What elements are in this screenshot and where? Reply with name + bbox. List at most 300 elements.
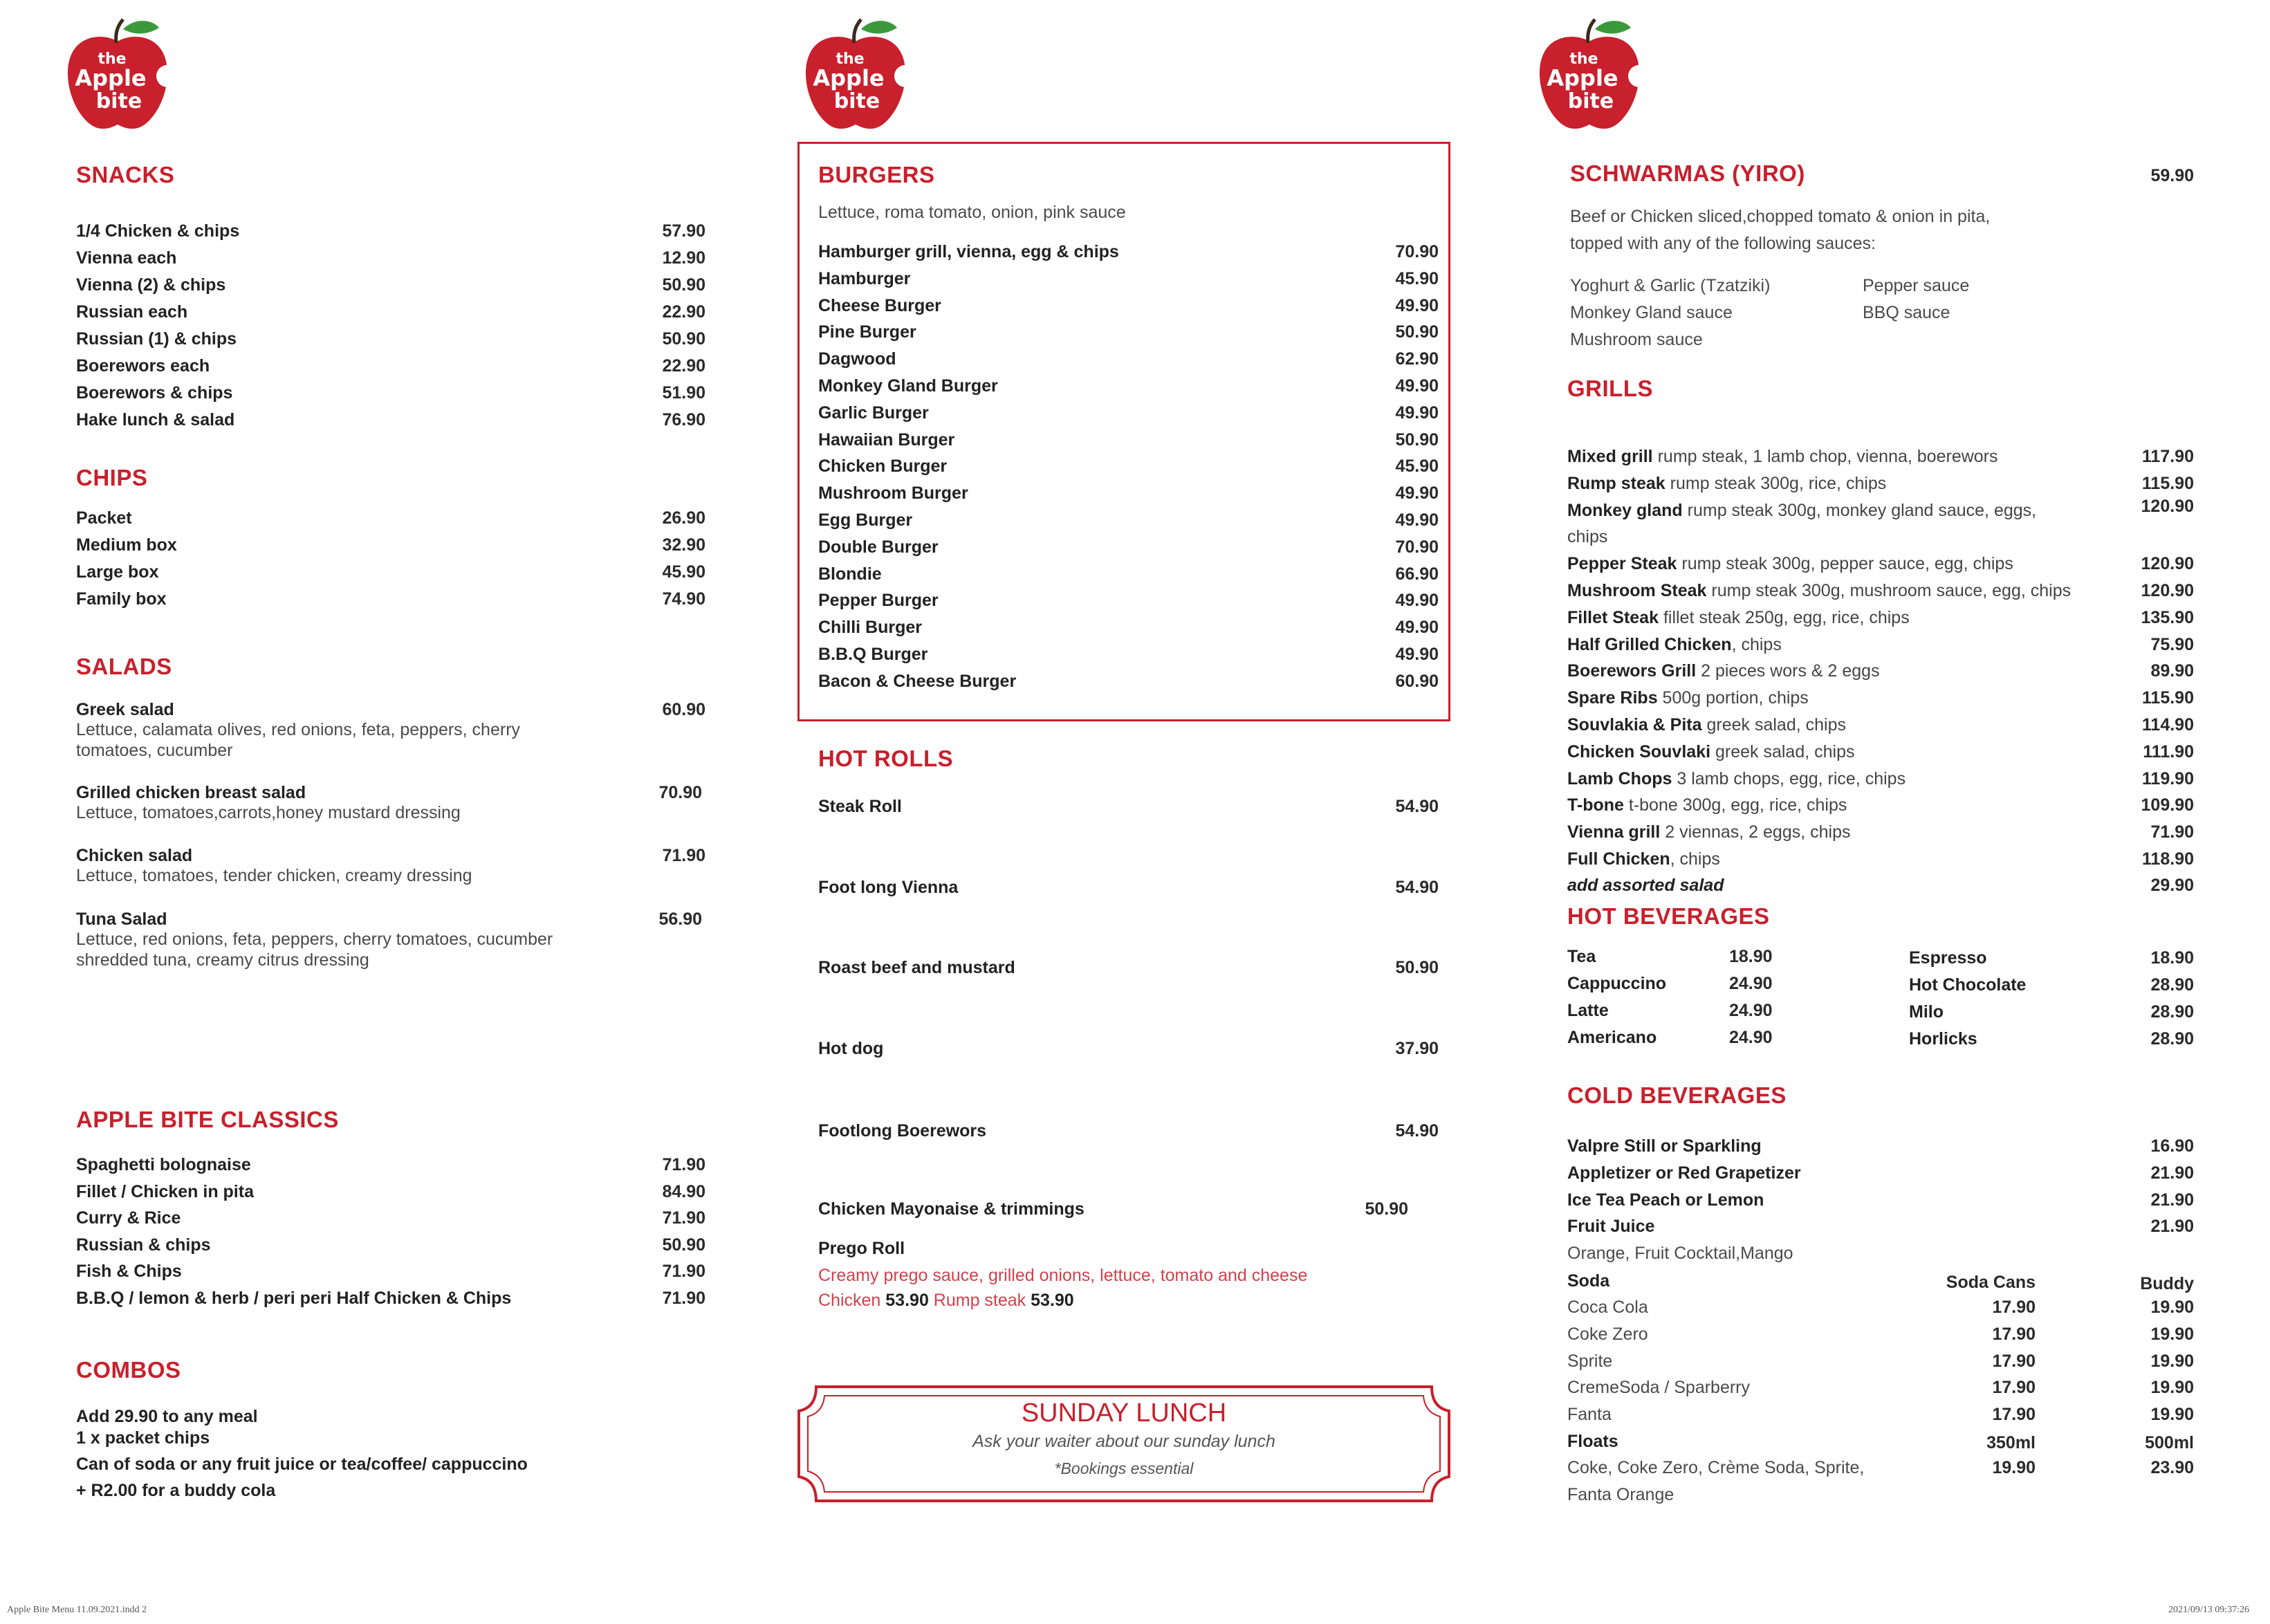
chips-item-name-text: Packet (76, 508, 132, 528)
cold-beverage-price: 21.90 (2150, 1190, 2194, 1210)
menu-column-middle (799, 0, 1452, 1624)
burger-item-name-text: Mushroom Burger (818, 483, 968, 504)
grill-item-name: Lamb Chops (1567, 768, 1672, 788)
prego-chicken-label: Chicken (818, 1291, 881, 1310)
burger-item-name-text: Hamburger (818, 268, 911, 288)
salad-item-price: 60.90 (662, 700, 705, 719)
snack-item-name (76, 219, 239, 243)
hot-beverage-name-text: Hot Chocolate (1909, 975, 2027, 995)
hot-beverage-name (1909, 1026, 1977, 1051)
soda-name: Fanta (1567, 1405, 1612, 1425)
hot-beverage-price: 24.90 (1729, 1001, 1773, 1020)
chips-item-name (76, 587, 167, 611)
grill-item-name: Rump steak (1567, 473, 1665, 493)
hot-beverage-name (1909, 972, 2026, 997)
classic-item-name (76, 1233, 211, 1257)
burger-item-price: 50.90 (1395, 430, 1439, 450)
burger-item-name (818, 400, 929, 425)
soda-name: CremeSoda / Sparberry (1567, 1378, 1751, 1398)
classic-item-name-text: B.B.Q / lemon & herb / peri peri Half Chicken & Chips (76, 1288, 512, 1308)
burger-item-name (818, 347, 896, 371)
snack-item-name (76, 407, 234, 432)
grill-item-desc: , chips (1670, 849, 1720, 869)
classic-item-name (76, 1259, 182, 1284)
burger-item-name-text: Double Burger (818, 537, 939, 557)
logo-text-bite: bite (1567, 89, 1614, 113)
juice-flavours: Orange, Fruit Cocktail,Mango (1567, 1244, 1793, 1263)
hot-rolls-heading: HOT ROLLS (818, 746, 954, 771)
classic-item-name-text: Fish & Chips (76, 1262, 182, 1281)
soda-can-price: 17.90 (1992, 1298, 2036, 1317)
roll-item-price: 50.90 (1365, 1199, 1408, 1219)
chips-item-price: 45.90 (662, 562, 705, 582)
grill-item (1567, 578, 2071, 603)
schwarmas-desc-line2: topped with any of the following sauces: (1570, 234, 1876, 253)
hot-beverage-name-text: Tea (1567, 947, 1596, 966)
salad-item-price: 71.90 (662, 846, 705, 865)
grill-item-price: 115.90 (2141, 688, 2194, 708)
cold-beverage-name (1567, 1214, 1654, 1239)
burger-item-name (818, 615, 922, 640)
footer-timestamp: 2021/09/13 09:37:26 (2168, 1605, 2249, 1615)
snack-item-name (76, 353, 210, 378)
cold-beverage-price: 21.90 (2150, 1217, 2194, 1237)
grill-item (1567, 739, 1854, 764)
salads-heading: SALADS (76, 654, 172, 679)
snack-item-name-text: 1/4 Chicken & chips (76, 221, 240, 241)
grill-item-desc: rump steak 300g, rice, chips (1665, 473, 1887, 493)
add-salad-option (1567, 873, 1724, 898)
logo-text-apple: Apple (813, 65, 885, 91)
logo-text-bite: bite (833, 89, 880, 113)
logo-text-bite: bite (95, 89, 142, 113)
burger-item-price: 66.90 (1395, 564, 1439, 584)
snack-item-price: 76.90 (662, 410, 705, 430)
snack-item-name (76, 299, 187, 324)
cold-beverage-price: 21.90 (2150, 1163, 2194, 1183)
roll-item-name-text: Steak Roll (818, 797, 902, 816)
hot-beverage-price: 18.90 (1729, 947, 1773, 966)
floats-desc-line2: Fanta Orange (1567, 1485, 1674, 1504)
floats-500ml-header: 500ml (2145, 1433, 2194, 1452)
apple-bite-logo (55, 14, 180, 138)
cold-beverage-name-text: Appletizer or Red Grapetizer (1567, 1163, 1801, 1183)
grill-item-desc: 2 viennas, 2 eggs, chips (1660, 822, 1851, 842)
grill-item-desc: , chips (1731, 634, 1782, 654)
grill-item-desc: t-bone 300g, egg, rice, chips (1623, 795, 1847, 815)
snack-item-name-text: Russian each (76, 302, 188, 322)
salad-item-name-text: Chicken salad (76, 846, 193, 865)
snack-item-name-text: Boerewors & chips (76, 383, 233, 403)
hot-beverages-heading: HOT BEVERAGES (1567, 903, 1770, 929)
logo-text-apple: Apple (75, 65, 147, 91)
salad-item-name (76, 907, 167, 932)
roll-item-name (818, 1118, 986, 1143)
salad-item-desc-line1: Lettuce, calamata olives, red onions, feta, peppers, cherry (76, 720, 521, 739)
hot-beverage-name (1909, 945, 1987, 970)
hot-beverage-price: 28.90 (2150, 975, 2194, 995)
chips-item-price: 26.90 (662, 508, 705, 528)
grill-item (1567, 685, 1809, 710)
floats-label-text: Floats (1567, 1432, 1618, 1451)
soda-can-price: 17.90 (1992, 1405, 2036, 1425)
grill-item-desc: rump steak 300g, pepper sauce, egg, chips (1677, 554, 2013, 574)
classic-item-price: 71.90 (662, 1262, 705, 1281)
chips-item-name-text: Large box (76, 562, 159, 582)
chips-item-price: 74.90 (662, 589, 705, 609)
grill-item-price: 120.90 (2141, 581, 2194, 600)
snack-item-price: 51.90 (662, 383, 705, 403)
grill-item-name: Chicken Souvlaki (1567, 741, 1711, 762)
cold-beverage-name-text: Valpre Still or Sparkling (1567, 1136, 1762, 1156)
burger-item-name (818, 427, 954, 452)
floats-desc-line1: Coke, Coke Zero, Crème Soda, Sprite, (1567, 1458, 1865, 1477)
grill-item (1567, 847, 1720, 871)
burger-item-price: 45.90 (1395, 456, 1439, 477)
grill-item (1567, 471, 1886, 496)
grill-item-price: 115.90 (2141, 473, 2194, 493)
hot-beverage-price: 28.90 (2150, 1002, 2194, 1022)
burgers-description: Lettuce, roma tomato, onion, pink sauce (818, 203, 1126, 222)
grill-item (1567, 766, 1905, 791)
soda-can-price: 17.90 (1992, 1378, 2036, 1398)
roll-item-name-text: Hot dog (818, 1039, 884, 1058)
roll-item-name-text: Roast beef and mustard (818, 958, 1015, 977)
sauce-option: Pepper sauce (1863, 276, 1970, 295)
schwarmas-price: 59.90 (2150, 166, 2194, 185)
burger-item-name-text: Hamburger grill, vienna, egg & chips (818, 242, 1119, 261)
burger-item-name-text: Pine Burger (818, 322, 916, 342)
grill-item-price: 120.90 (2141, 554, 2194, 574)
soda-can-price: 17.90 (1992, 1351, 2036, 1371)
soda-label-text: Soda (1567, 1271, 1610, 1291)
soda-buddy-price: 19.90 (2150, 1351, 2194, 1371)
roll-item-price: 54.90 (1395, 878, 1439, 897)
grill-item-price: 117.90 (2141, 447, 2194, 466)
burger-item-name (818, 588, 939, 613)
grill-item-name: Half Grilled Chicken (1567, 634, 1732, 654)
burger-item-price: 49.90 (1395, 645, 1439, 664)
cold-beverage-name-text: Fruit Juice (1567, 1217, 1655, 1237)
grill-item-name: Mixed grill (1567, 447, 1653, 466)
sunday-lunch-banner (795, 1383, 1452, 1504)
burger-item-name (818, 562, 882, 587)
grill-item-price: 135.90 (2141, 607, 2194, 627)
prego-rump-label: Rump steak (933, 1291, 1026, 1310)
prego-roll-name: Prego Roll (818, 1239, 905, 1258)
salad-item-name (76, 697, 174, 722)
classic-item-price: 71.90 (662, 1288, 705, 1308)
burger-item-name-text: Pepper Burger (818, 591, 939, 611)
burger-item-name-text: Hawaiian Burger (818, 430, 955, 450)
grill-item-name: Mushroom Steak (1567, 581, 1707, 600)
salad-item-desc-line1: Lettuce, tomatoes, tender chicken, creamy dressing (76, 866, 472, 885)
logo-text-apple: Apple (1547, 65, 1618, 91)
floats-350ml-price: 19.90 (1992, 1458, 2036, 1477)
burger-item-name-text: Cheese Burger (818, 295, 941, 315)
grill-item-desc: chips (1567, 527, 1608, 547)
sunday-lunch-line2: *Bookings essential (1054, 1459, 1194, 1477)
hot-beverage-name (1567, 944, 1596, 969)
hot-beverage-name-text: Latte (1567, 1001, 1609, 1020)
sauce-option: Yoghurt & Garlic (Tzatziki) (1570, 276, 1771, 295)
snack-item-name (76, 246, 176, 270)
burger-item-name (818, 481, 968, 506)
logo-text-the: the (836, 50, 865, 68)
classic-item-price: 71.90 (662, 1208, 705, 1228)
grill-item-name: T-bone (1567, 795, 1624, 815)
burger-item-name (818, 293, 941, 318)
burger-item-price: 49.90 (1395, 618, 1439, 638)
combo-line-text: Can of soda or any fruit juice or tea/coffee/ cappuccino (76, 1455, 528, 1474)
grill-item-desc: greek salad, chips (1710, 741, 1855, 762)
combos-heading: COMBOS (76, 1357, 181, 1383)
classic-item-name-text: Russian & chips (76, 1235, 211, 1255)
grill-item-price: 118.90 (2141, 849, 2194, 869)
classic-item-price: 50.90 (662, 1235, 705, 1255)
hot-beverage-price: 18.90 (2150, 948, 2194, 968)
roll-item-name-text: Foot long Vienna (818, 878, 959, 897)
hot-beverage-name-text: Americano (1567, 1028, 1657, 1047)
salad-item-name-text: Grilled chicken breast salad (76, 783, 306, 802)
menu-column-left (76, 0, 705, 1624)
sunday-lunch-line1: Ask your waiter about our sunday lunch (972, 1432, 1275, 1451)
roll-item-price: 50.90 (1395, 958, 1439, 977)
burger-item-name-text: Dagwood (818, 349, 896, 369)
burger-item-price: 49.90 (1395, 510, 1439, 530)
hot-beverage-name-text: Milo (1909, 1002, 1944, 1022)
classic-item-name (76, 1286, 511, 1311)
hot-beverage-name (1567, 1025, 1657, 1050)
roll-item-name-text: Chicken Mayonaise & trimmings (818, 1199, 1085, 1219)
snack-item-price: 12.90 (662, 248, 705, 268)
soda-name: Coke Zero (1567, 1324, 1648, 1344)
grill-item (1567, 551, 2013, 576)
burger-item-name-text: Egg Burger (818, 510, 913, 530)
combo-line (76, 1425, 210, 1450)
prego-chicken-price: 53.90 (885, 1291, 929, 1310)
grill-item-desc: rump steak, 1 lamb chop, vienna, boerewors (1652, 447, 1998, 466)
grill-item-price: 120.90 (2141, 496, 2194, 516)
salad-item-name-text: Greek salad (76, 700, 174, 719)
burger-item-price: 49.90 (1395, 295, 1439, 315)
burger-item-name (818, 266, 910, 291)
salad-item-price: 56.90 (658, 910, 702, 929)
grill-item-price: 119.90 (2141, 768, 2194, 788)
chips-item-name (76, 533, 177, 557)
roll-item-name (818, 794, 902, 819)
soda-cans-header: Soda Cans (1946, 1273, 2036, 1292)
grill-item-price: 114.90 (2141, 715, 2194, 735)
prego-roll-description: Creamy prego sauce, grilled onions, lettuce, tomato and cheese (818, 1266, 1308, 1285)
apple-logo-icon (55, 14, 180, 138)
grill-item-price: 89.90 (2150, 661, 2194, 681)
roll-item-name (818, 955, 1015, 980)
burgers-heading: BURGERS (818, 162, 935, 187)
burger-item-name (818, 508, 912, 533)
grill-item-name: Souvlakia & Pita (1567, 715, 1702, 735)
snack-item-price: 22.90 (662, 356, 705, 376)
soda-buddy-price: 19.90 (2150, 1378, 2194, 1398)
grill-item (1567, 524, 1607, 549)
grill-item (1567, 793, 1847, 818)
burger-item-name (818, 373, 998, 398)
combo-line (76, 1452, 528, 1477)
burger-item-name-text: Bacon & Cheese Burger (818, 671, 1017, 691)
burger-item-price: 60.90 (1395, 671, 1439, 691)
prego-roll-options (818, 1288, 1074, 1313)
burger-item-price: 49.90 (1395, 483, 1439, 504)
grill-item-name: Vienna grill (1567, 822, 1661, 842)
burger-item-name-text: B.B.Q Burger (818, 645, 928, 664)
hot-beverage-name-text: Cappuccino (1567, 974, 1667, 993)
salad-item-name (76, 843, 192, 868)
grill-item-name: Boerewors Grill (1567, 661, 1697, 681)
combo-line (76, 1478, 275, 1503)
burger-item-name-text: Chilli Burger (818, 618, 923, 638)
grill-item-desc: rump steak 300g, monkey gland sauce, eggs, (1682, 500, 2037, 520)
burger-item-price: 49.90 (1395, 403, 1439, 423)
classic-item-price: 71.90 (662, 1155, 705, 1174)
soda-label (1567, 1268, 1609, 1293)
snack-item-price: 57.90 (662, 221, 705, 241)
floats-500ml-price: 23.90 (2150, 1458, 2194, 1477)
classic-item-name-text: Fillet / Chicken in pita (76, 1181, 254, 1201)
hot-beverage-name-text: Horlicks (1909, 1029, 1977, 1049)
soda-name: Sprite (1567, 1351, 1613, 1371)
roll-item-name-text: Footlong Boerewors (818, 1121, 987, 1141)
logo-text-the: the (98, 50, 127, 68)
hot-beverage-name (1567, 971, 1666, 996)
snack-item-name-text: Russian (1) & chips (76, 329, 237, 349)
classic-item-name (76, 1152, 251, 1177)
grill-item (1567, 820, 1850, 845)
burger-item-price: 50.90 (1395, 322, 1439, 342)
cold-beverage-name-text: Ice Tea Peach or Lemon (1567, 1190, 1764, 1210)
schwarmas-desc-line1: Beef or Chicken sliced,chopped tomato & onion in pita, (1570, 207, 1991, 226)
cold-beverage-name (1567, 1188, 1764, 1212)
snack-item-price: 50.90 (662, 275, 705, 295)
grill-item-price: 111.90 (2143, 741, 2194, 762)
burger-item-name-text: Garlic Burger (818, 403, 929, 423)
snack-item-price: 50.90 (662, 329, 705, 349)
cold-beverage-price: 16.90 (2150, 1136, 2194, 1156)
burger-item-name (818, 320, 916, 344)
grill-item-price: 109.90 (2141, 795, 2194, 815)
cold-beverage-name (1567, 1134, 1762, 1159)
burger-item-price: 49.90 (1395, 376, 1439, 396)
grill-item-desc: fillet steak 250g, egg, rice, chips (1659, 607, 1910, 627)
burger-item-price: 45.90 (1395, 268, 1439, 288)
salad-item-desc-line1: Lettuce, red onions, feta, peppers, cherry tomatoes, cucumber (76, 930, 553, 949)
roll-item-name (818, 1197, 1085, 1221)
logo-text-the: the (1569, 50, 1598, 68)
snack-item-name (76, 380, 232, 405)
burger-item-name-text: Monkey Gland Burger (818, 376, 998, 396)
burger-item-name (818, 454, 947, 479)
chips-item-name-text: Medium box (76, 535, 177, 555)
snack-item-name-text: Vienna (2) & chips (76, 275, 226, 295)
grill-item-name: Spare Ribs (1567, 688, 1658, 708)
grill-item (1567, 498, 2036, 523)
grill-item-desc: 500g portion, chips (1657, 688, 1809, 708)
classics-heading: APPLE BITE CLASSICS (76, 1107, 339, 1132)
burger-item-price: 62.90 (1395, 349, 1439, 369)
hot-beverage-name-text: Espresso (1909, 948, 1987, 968)
apple-logo-icon (793, 14, 918, 138)
grill-item-desc: 3 lamb chops, egg, rice, chips (1672, 768, 1906, 788)
snacks-heading: SNACKS (76, 162, 175, 187)
sunday-lunch-title: SUNDAY LUNCH (1021, 1399, 1227, 1428)
roll-item-name (818, 1036, 883, 1061)
hot-beverage-price: 24.90 (1729, 974, 1773, 993)
soda-name: Coca Cola (1567, 1298, 1648, 1317)
add-salad-label: add assorted salad (1567, 876, 1724, 895)
chips-item-name-text: Family box (76, 589, 167, 609)
grill-item-name: Full Chicken (1567, 849, 1670, 869)
soda-buddy-price: 19.90 (2150, 1405, 2194, 1425)
prego-rump-price: 53.90 (1031, 1291, 1074, 1310)
hot-beverage-price: 24.90 (1729, 1028, 1773, 1047)
snack-item-price: 22.90 (662, 302, 705, 322)
chips-heading: CHIPS (76, 465, 148, 490)
burger-item-name (818, 239, 1119, 264)
salad-item-desc-line1: Lettuce, tomatoes,carrots,honey mustard dressing (76, 803, 461, 822)
grill-item-desc: 2 pieces wors & 2 eggs (1696, 661, 1880, 681)
grill-item-price: 71.90 (2150, 822, 2194, 842)
soda-can-price: 17.90 (1992, 1324, 2036, 1344)
grill-item-name: Monkey gland (1567, 500, 1683, 520)
grill-item (1567, 658, 1880, 683)
hot-beverage-name (1909, 999, 1944, 1024)
roll-item-price: 54.90 (1395, 1121, 1439, 1141)
snack-item-name (76, 273, 225, 297)
salad-item-name (76, 780, 306, 805)
sauce-option: Monkey Gland sauce (1570, 303, 1733, 322)
cold-beverages-heading: COLD BEVERAGES (1567, 1082, 1787, 1108)
soda-buddy-price: 19.90 (2150, 1324, 2194, 1344)
classic-item-name-text: Spaghetti bolognaise (76, 1155, 251, 1174)
grill-item-name: Pepper Steak (1567, 554, 1677, 574)
grill-item-desc: greek salad, chips (1701, 715, 1846, 735)
salad-item-name-text: Tuna Salad (76, 910, 167, 929)
roll-item-name (818, 875, 958, 900)
grills-heading: GRILLS (1567, 376, 1653, 401)
classic-item-name (76, 1206, 181, 1230)
grill-item (1567, 444, 1998, 469)
burger-item-name-text: Blondie (818, 564, 882, 584)
schwarmas-heading: SCHWARMAS (YIRO) (1570, 160, 1805, 186)
floats-label (1567, 1429, 1618, 1454)
combo-line-text: + R2.00 for a buddy cola (76, 1481, 276, 1500)
chips-item-name (76, 506, 132, 530)
burger-item-price: 49.90 (1395, 591, 1439, 611)
burger-item-name-text: Chicken Burger (818, 456, 948, 477)
grill-item-desc: rump steak 300g, mushroom sauce, egg, chips (1706, 581, 2071, 600)
apple-bite-logo (1527, 14, 1652, 138)
cold-beverage-name (1567, 1161, 1801, 1185)
combo-line-text: Add 29.90 to any meal (76, 1407, 258, 1426)
snack-item-name-text: Vienna each (76, 248, 177, 268)
chips-item-name (76, 560, 158, 584)
burger-item-name (818, 642, 928, 667)
roll-item-price: 54.90 (1395, 797, 1439, 816)
salad-item-desc-line2: shredded tuna, creamy citrus dressing (76, 950, 369, 970)
sauce-option: Mushroom sauce (1570, 330, 1703, 349)
buddy-header: Buddy (2140, 1274, 2194, 1293)
add-salad-price: 29.90 (2150, 876, 2194, 895)
roll-item-price: 37.90 (1395, 1039, 1439, 1058)
